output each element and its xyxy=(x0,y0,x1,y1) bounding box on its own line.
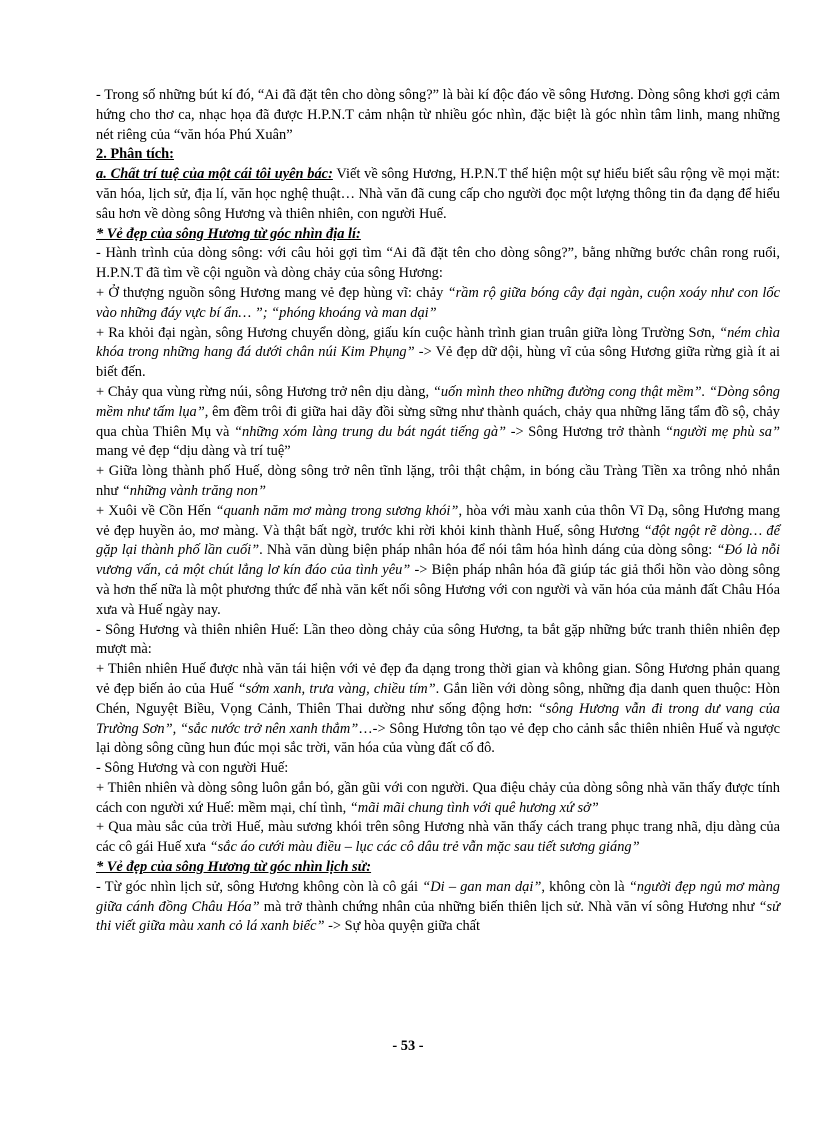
quote-run: “mãi mãi chung tình với quê hương xứ sở” xyxy=(349,799,599,816)
people-paragraph: - Sông Hương và con người Huế: xyxy=(96,760,289,777)
text-run: - Từ góc nhìn lịch sử, sông Hương không còn là cô gái xyxy=(96,878,423,895)
downstream-paragraph xyxy=(96,502,780,621)
text-run: + Xuôi về Cồn Hến xyxy=(96,502,216,519)
text-run: , hòa với màu xanh của thôn Vĩ Dạ, sông Hương mang vẻ đẹp huyền ảo, mơ màng. Và thật bất ngờ, trước khi rời khỏi kinh thành Huế, sông Hương xyxy=(96,502,780,539)
subsection-a-text: Viết về sông Hương, H.P.N.T thể hiện một sự hiểu biết sâu rộng về mọi mặt: văn hóa, lịch sử, địa lí, văn học nghệ thuật… Nhà văn đã cung cấp cho người đọc một lượng thông tin đa dạng để hiểu sâu hơn về dòng sông Hương và thiên nhiên, con người Huế. xyxy=(96,166,780,222)
intro-paragraph: - Trong số những bút kí đó, “Ai đã đặt tên cho dòng sông?” là bài kí độc đáo về sông Hương. Dòng sông khơi gợi cảm hứng cho thơ ca, nhạc họa đã được H.P.N.T cảm nhận từ nhiều góc nhìn, đặc biệt là góc nhìn tâm linh, mang những nét riêng của “văn hóa Phú Xuân” xyxy=(96,87,780,143)
quote-run: “quanh năm mơ màng trong sương khói” xyxy=(215,502,459,519)
city-flow-paragraph xyxy=(96,462,780,502)
subsection-a-heading: a. Chất trí tuệ của một cái tôi uyên bác: xyxy=(96,166,333,183)
quote-run: “ném chìa khóa trong những hang đá dưới chân núi Kim Phụng” xyxy=(96,324,780,361)
text-run: . Nhà văn dùng biện pháp nhân hóa để nói tâm hóa hình dáng của dòng sông: xyxy=(259,542,717,559)
quote-run: “rầm rộ giữa bóng cây đại ngàn, cuộn xoáy như con lốc vào những đáy vực bí ẩn… ”; “phóng khoáng và man dại” xyxy=(96,284,780,321)
quote-run: “sớm xanh, trưa vàng, chiều tím” xyxy=(237,680,436,697)
leaving-forest-paragraph xyxy=(96,324,780,383)
subsection-a-paragraph xyxy=(96,165,780,224)
text-run: + Giữa lòng thành phố Huế, dòng sông trở nên tĩnh lặng, trôi thật chậm, in bóng cầu Tràng Tiền xa trông nhỏ nhắn như xyxy=(96,463,780,499)
history-heading: * Vẻ đẹp của sông Hương từ góc nhìn lịch sử: xyxy=(96,859,372,876)
text-run: + Ở thượng nguồn sông Hương mang vẻ đẹp hùng vĩ: chảy xyxy=(96,284,448,301)
text-run: …-> Sông Hương tôn tạo vẻ đẹp cho cảnh sắc thiên nhiên Huế và ngược lại dòng sông cũng hun đúc mọi sắc trời, văn hóa của vùng đất cố đô. xyxy=(96,720,780,757)
page-number: - 53 - xyxy=(392,1038,424,1054)
section-heading: 2. Phân tích: xyxy=(96,146,174,163)
text-run: , không còn là xyxy=(541,878,629,895)
document-page xyxy=(96,86,780,937)
quote-run: “sắc áo cưới màu điều – lục các cô dâu trẻ vẫn mặc sau tiết sương giáng” xyxy=(209,839,640,856)
text-run: + Thiên nhiên Huế được nhà văn tái hiện với vẻ đẹp đa dạng trong thời gian và không gian. Sông Hương phản quang vẻ đẹp biến ảo của Huế xyxy=(96,661,780,697)
quote-run: “đột ngột rẽ dòng… để gặp lại thành phố lần cuối” xyxy=(96,522,781,559)
text-run: . Gắn liền với dòng sông, những địa danh quen thuộc: Hòn Chén, Nguyệt Biều, Vọng Cảnh, Thiên Thai dường như sống động hơn: xyxy=(96,680,780,717)
history-paragraph xyxy=(96,878,780,937)
quote-run: “những xóm làng trung du bát ngát tiếng gà” xyxy=(234,423,507,440)
quote-run: “uốn mình theo những đường cong thật mềm”. “Dòng sông mềm như tấm lụa” xyxy=(96,383,780,420)
text-run: + Qua màu sắc của trời Huế, màu sương khói trên sông Hương nhà văn thấy cách trang phục trang nhã, dịu dàng của các cô gái Huế xưa xyxy=(96,819,780,856)
text-run: + Ra khỏi đại ngàn, sông Hương chuyển dòng, giấu kín cuộc hành trình gian truân giữa lòng Trường Sơn, xyxy=(96,324,720,341)
people-character-paragraph xyxy=(96,779,780,819)
text-run: mang vẻ đẹp “dịu dàng và trí tuệ” xyxy=(96,443,291,460)
nature-detail-paragraph xyxy=(96,660,780,759)
text-run: + Chảy qua vùng rừng núi, sông Hương trở nên dịu dàng, xyxy=(96,383,433,400)
text-run: -> Sự hòa quyện giữa chất xyxy=(324,918,481,935)
mountain-flow-paragraph xyxy=(96,383,780,462)
journey-paragraph: - Hành trình của dòng sông: với câu hỏi gợi tìm “Ai đã đặt tên cho dòng sông?”, bằng những bước chân rong ruổi, H.P.N.T đã tìm về cội nguồn và dòng chảy của sông Hương: xyxy=(96,245,780,282)
text-run: -> Sông Hương trở thành xyxy=(506,423,665,440)
people-costume-paragraph xyxy=(96,818,780,858)
quote-run: “người đẹp ngủ mơ màng giữa cánh đồng Châu Hóa” xyxy=(96,878,780,915)
geography-heading: * Vẻ đẹp của sông Hương từ góc nhìn địa lí: xyxy=(96,225,361,242)
text-run: , êm đềm trôi đi giữa hai dãy đồi sừng sững như thành quách, chảy qua những lăng tẩm đồ sộ, chảy qua chùa Thiên Mụ và xyxy=(96,403,780,440)
quote-run: “người mẹ phù sa” xyxy=(664,423,780,440)
nature-paragraph: - Sông Hương và thiên nhiên Huế: Lần theo dòng chảy của sông Hương, ta bắt gặp những bức tranh thiên nhiên đẹp mượt mà: xyxy=(96,621,780,658)
text-run: -> Biện pháp nhân hóa đã giúp tác giả thổi hồn vào dòng sông và hơn thế nữa là một phương thức để nhà văn kết nối sông Hương với con người và văn hóa của mảnh đất Châu Hóa xưa và Huế ngày nay. xyxy=(96,562,780,618)
text-run: mà trở thành chứng nhân của những biến thiên lịch sử. Nhà văn ví sông Hương như xyxy=(259,898,759,915)
quote-run: “sử thi viết giữa màu xanh cỏ lá xanh biếc” xyxy=(96,898,780,935)
upstream-paragraph xyxy=(96,284,780,324)
quote-run: “sông Hương vẫn đi trong dư vang của Trường Sơn”, “sắc nước trở nên xanh thẳm” xyxy=(96,700,780,737)
quote-run: “Di – gan man dại” xyxy=(422,878,542,895)
quote-run: “Đó là nỗi vương vấn, cả một chút lẳng lơ kín đáo của tình yêu” xyxy=(96,542,780,579)
quote-run: “những vành trăng non” xyxy=(121,482,266,499)
text-run: + Thiên nhiên và dòng sông luôn gắn bó, gần gũi với con người. Qua điệu chảy của dòng sông nhà văn thấy được tính cách con người xứ Huế: mềm mại, chí tình, xyxy=(96,779,780,816)
text-run: -> Vẻ đẹp dữ dội, hùng vĩ của sông Hương giữa rừng già ít ai biết đến. xyxy=(96,344,780,381)
